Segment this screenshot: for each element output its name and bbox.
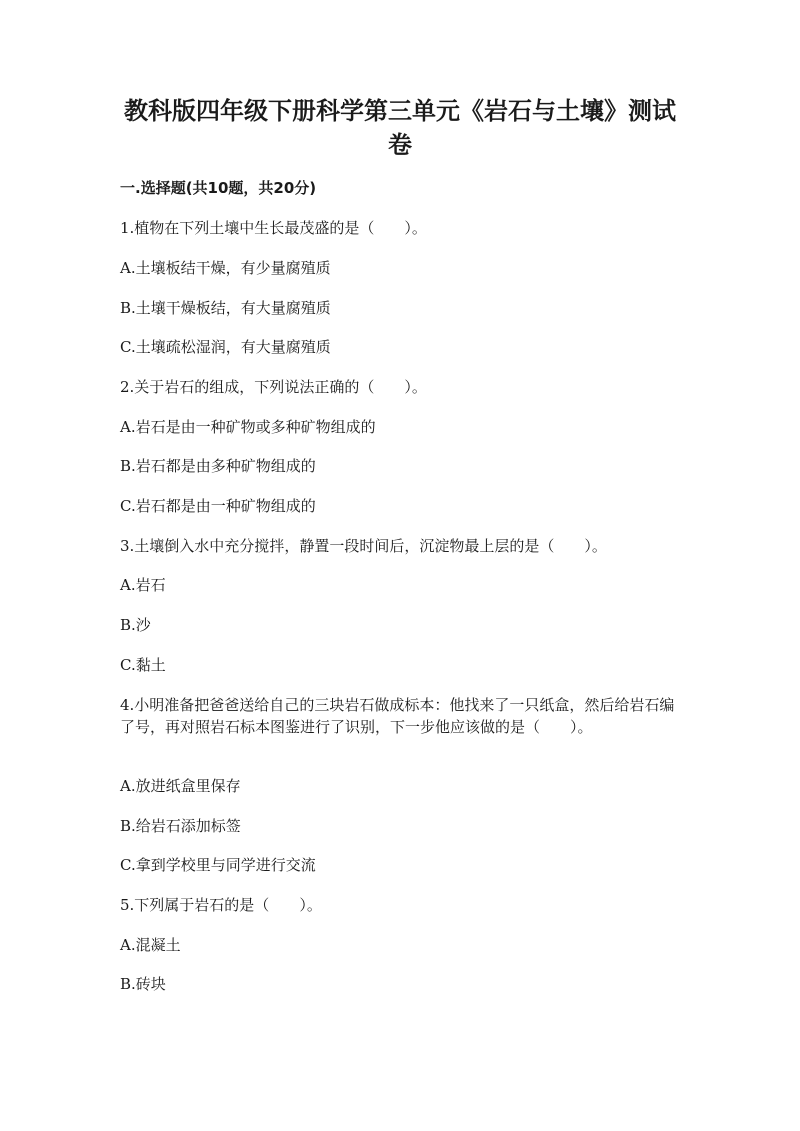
question-2-option-a: A.岩石是由一种矿物或多种矿物组成的 xyxy=(120,418,376,436)
question-3-option-a: A.岩石 xyxy=(120,576,166,594)
question-3-stem: 3.土壤倒入水中充分搅拌，静置一段时间后，沉淀物最上层的是（ ）。 xyxy=(120,537,607,555)
question-5-stem: 5.下列属于岩石的是（ ）。 xyxy=(120,896,322,914)
question-1-option-b: B.土壤干燥板结，有大量腐殖质 xyxy=(120,299,331,317)
question-1-stem: 1.植物在下列土壤中生长最茂盛的是（ ）。 xyxy=(120,219,427,237)
question-1-option-c: C.土壤疏松湿润，有大量腐殖质 xyxy=(120,338,331,356)
page-title: 教科版四年级下册科学第三单元《岩石与土壤》测试卷 xyxy=(124,97,676,159)
question-2-option-c: C.岩石都是由一种矿物组成的 xyxy=(120,497,316,515)
question-1-option-a: A.土壤板结干燥，有少量腐殖质 xyxy=(120,259,331,277)
question-4-option-b: B.给岩石添加标签 xyxy=(120,817,241,835)
question-3-option-b: B.沙 xyxy=(120,616,151,634)
question-5-option-a: A.混凝土 xyxy=(120,936,181,954)
question-2-option-b: B.岩石都是由多种矿物组成的 xyxy=(120,457,316,475)
question-4-option-c: C.拿到学校里与同学进行交流 xyxy=(120,856,316,874)
question-4-option-a: A.放进纸盒里保存 xyxy=(120,777,241,795)
question-2-stem: 2.关于岩石的组成，下列说法正确的（ ）。 xyxy=(120,378,427,396)
question-5-option-b: B.砖块 xyxy=(120,975,166,993)
section-heading: 一.选择题(共10题，共20分) xyxy=(120,179,317,197)
question-3-option-c: C.黏土 xyxy=(120,656,166,674)
question-4-stem: 4.小明准备把爸爸送给自己的三块岩石做成标本：他找来了一只纸盒，然后给岩石编了号，再对照岩石标本图鉴进行了识别，下一步他应该做的是（ ）。 xyxy=(120,696,675,736)
